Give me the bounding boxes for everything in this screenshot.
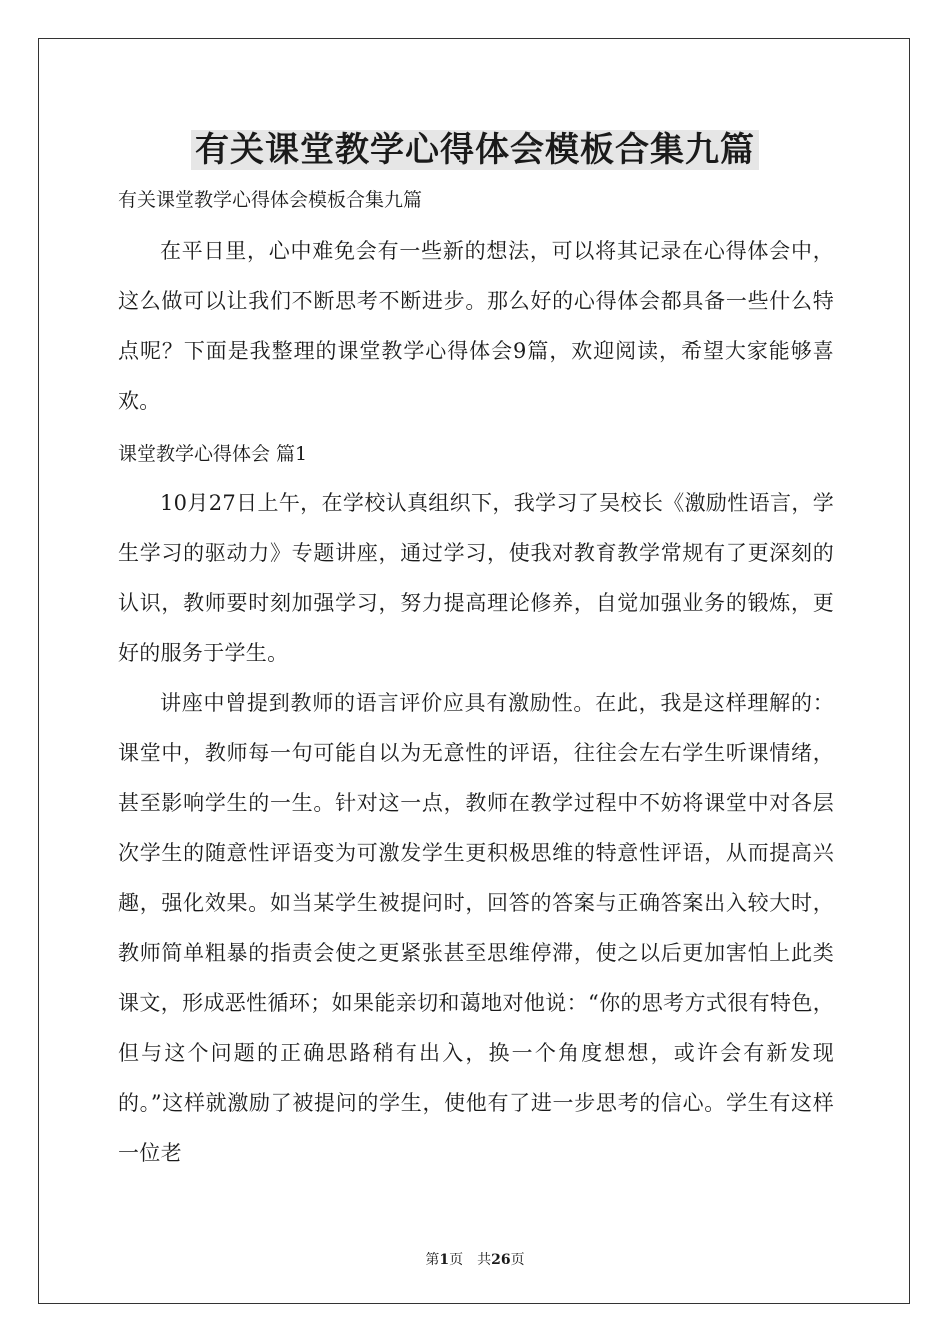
document-subtitle: 有关课堂教学心得体会模板合集九篇: [118, 189, 423, 211]
intro-paragraph: 在平日里，心中难免会有一些新的想法，可以将其记录在心得体会中，这么做可以让我们不断思考不断进步。那么好的心得体会都具备一些什么特点呢？下面是我整理的课堂教学心得体会9篇，欢迎阅读，希望大家能够喜欢。: [118, 239, 834, 413]
page-footer: [0, 1250, 950, 1270]
document-body: [118, 180, 834, 1178]
section-heading: 课堂教学心得体会 篇1: [118, 443, 308, 465]
document-title: [0, 128, 950, 172]
total-suffix: 页: [510, 1252, 525, 1268]
section-paragraph-2: 讲座中曾提到教师的语言评价应具有激励性。在此，我是这样理解的：课堂中，教师每一句可能自以为无意性的评语，往往会左右学生听课情绪，甚至影响学生的一生。针对这一点，教师在教学过程中不妨将课堂中对各层次学生的随意性评语变为可激发学生更积极思维的特意性评语，从而提高兴趣，强化效果。如当某学生被提问时，回答的答案与正确答案出入较大时，教师简单粗暴的指责会使之更紧张甚至思维停滞，使之以后更加害怕上此类课文，形成恶性循环；如果能亲切和蔼地对他说：“你的思考方式很有特色，但与这个问题的正确思路稍有出入，换一个角度想想，或许会有新发现的。”这样就激励了被提问的学生，使他有了进一步思考的信心。学生有这样一位老: [118, 691, 834, 1165]
page-total: 26: [491, 1252, 511, 1268]
page-current: 1: [439, 1252, 450, 1268]
total-prefix: 共: [477, 1252, 492, 1268]
section-paragraph-1: 10月27日上午，在学校认真组织下，我学习了吴校长《激励性语言，学生学习的驱动力》专题讲座，通过学习，使我对教育教学常规有了更深刻的认识，教师要时刻加强学习，努力提高理论修养，自觉加强业务的锻炼，更好的服务于学生。: [118, 491, 834, 665]
page-suffix: 页: [449, 1252, 464, 1268]
document-title-text: 有关课堂教学心得体会模板合集九篇: [191, 130, 759, 170]
page-prefix: 第: [425, 1252, 440, 1268]
